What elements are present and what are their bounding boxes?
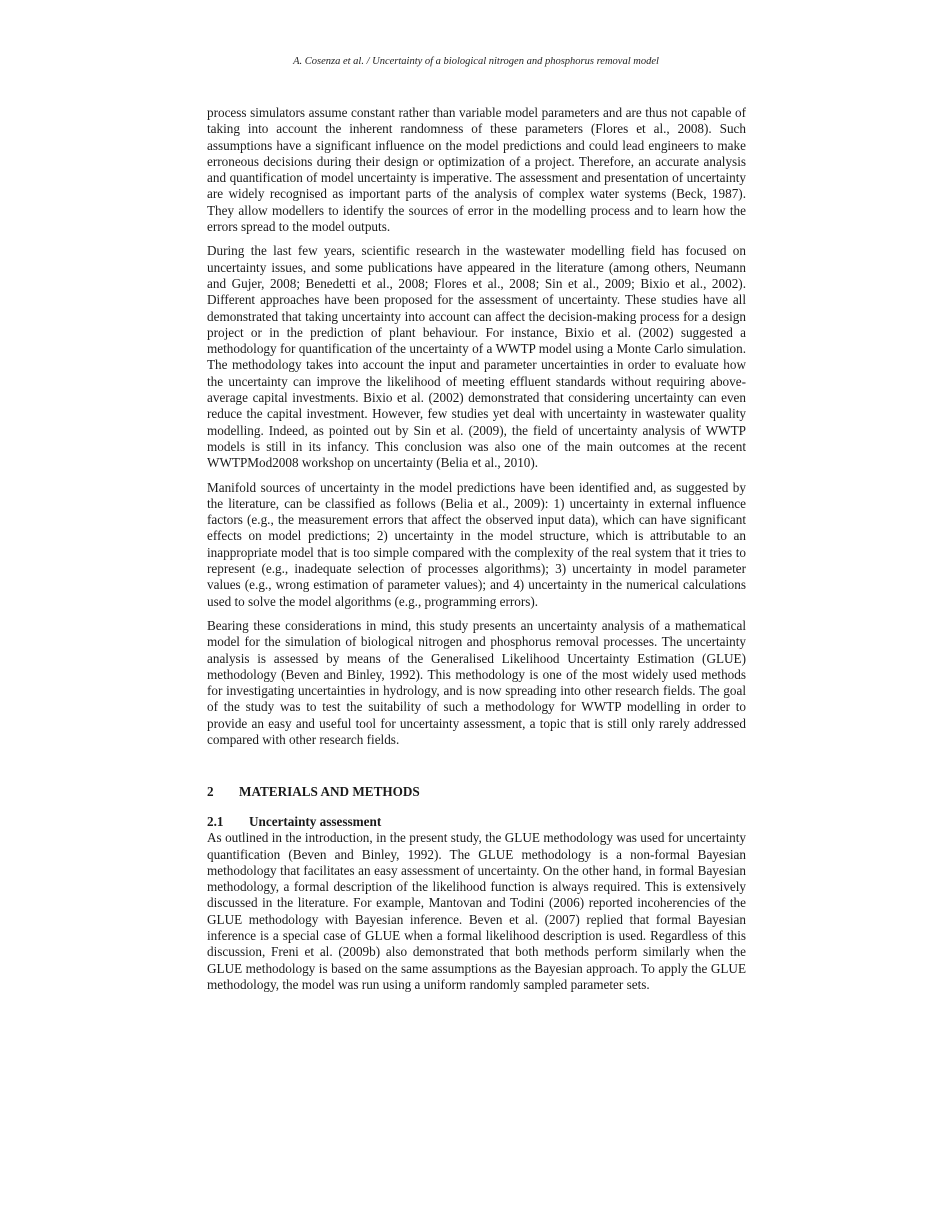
paragraph-glue-methodology: As outlined in the introduction, in the present study, the GLUE methodology was used for uncertainty quantification (Beven and Binley, 1992). The GLUE methodology is a non-formal Bayesian methodology that facilitates an easy assessment of uncertainty. On the other hand, in formal Bayesian methodology, a formal description of the likelihood function is always required. This is extensively discussed in the literature. For example, Mantovan and Todini (2006) reported incoherencies of the GLUE methodology with Bayesian inference. Beven et al. (2007) replied that formal Bayesian inference is a special case of GLUE when a formal likelihood description is used. Regardless of this discussion, Freni et al. (2009b) also demonstrated that both methods perform similarly when the GLUE methodology is based on the same assumptions as the Bayesian approach. To apply the GLUE methodology, the model was run using a uniform randomly sampled parameter sets. <box>207 830 746 992</box>
paragraph-literature-review: During the last few years, scientific research in the wastewater modelling field has focused on uncertainty issues, and some publications have appeared in the literature (among others, Neumann and Gujer, 2008; Benedetti et al., 2008; Flores et al., 2008; Sin et al., 2009; Bixio et al., 2002). Different approaches have been proposed for the assessment of uncertainty. These studies have all demonstrated that taking uncertainty into account can affect the decision-making process for a design project or in the prediction of plant behaviour. For instance, Bixio et al. (2002) suggested a methodology for quantification of the uncertainty of a WWTP model using a Monte Carlo simulation. The methodology takes into account the input and parameter uncertainties in order to evaluate how the uncertainty can improve the likelihood of meeting effluent standards without requiring above-average capital investments. Bixio et al. (2002) demonstrated that considering uncertainty can even reduce the capital investment. However, few studies yet deal with uncertainty in wastewater quality modelling. Indeed, as pointed out by Sin et al. (2009), the field of uncertainty analysis of WWTP models is still in its infancy. This conclusion was also one of the main outcomes at the recent WWTPMod2008 workshop on uncertainty (Belia et al., 2010). <box>207 243 746 471</box>
running-header: A. Cosenza et al. / Uncertainty of a biological nitrogen and phosphorus removal model <box>293 56 659 67</box>
section-heading-materials-methods <box>207 784 746 800</box>
section-title: MATERIALS AND METHODS <box>239 784 420 800</box>
paragraph-study-goal: Bearing these considerations in mind, this study presents an uncertainty analysis of a mathematical model for the simulation of biological nitrogen and phosphorus removal processes. The uncertainty analysis is assessed by means of the Generalised Likelihood Uncertainty Estimation (GLUE) methodology (Beven and Binley, 1992). This methodology is one of the most widely used methods for investigating uncertainties in hydrology, and is now spreading into other research fields. The goal of the study was to test the suitability of such a methodology for WWTP modelling in order to provide an easy and useful tool for uncertainty assessment, a topic that is still only rarely addressed compared with other research fields. <box>207 617 746 747</box>
section-number: 2 <box>207 784 214 800</box>
subsection-number: 2.1 <box>207 814 224 830</box>
subsection-title: Uncertainty assessment <box>249 814 382 830</box>
paragraph-uncertainty-intro: process simulators assume constant rather than variable model parameters and are thus not capable of taking into account the inherent randomness of these parameters (Flores et al., 2008). Such assumptions have a significant influence on the model predictions and could lead engineers to make erroneous decisions during their design or optimization of a project. Therefore, an accurate analysis and quantification of model uncertainty is imperative. The assessment and presentation of uncertainty are widely recognised as important parts of the analysis of complex water systems (Beck, 1987). They allow modellers to identify the sources of error in the modelling process and to learn how the errors spread to the model outputs. <box>207 105 746 235</box>
body-text <box>207 105 746 1001</box>
subsection-heading-uncertainty-assessment <box>207 814 746 830</box>
paragraph-uncertainty-sources: Manifold sources of uncertainty in the model predictions have been identified and, as suggested by the literature, can be classified as follows (Belia et al., 2009): 1) uncertainty in external influence factors (e.g., the measurement errors that affect the observed input data), which can have significant effects on model predictions; 2) uncertainty in the model structure, which is attributable to an inappropriate model that is too simple compared with the complexity of the real system that it tries to represent (e.g., inadequate selection of processes algorithms); 3) uncertainty in model parameter values (e.g., wrong estimation of parameter values); and 4) uncertainty in the numerical calculations used to solve the model algorithms (e.g., programming errors). <box>207 479 746 609</box>
